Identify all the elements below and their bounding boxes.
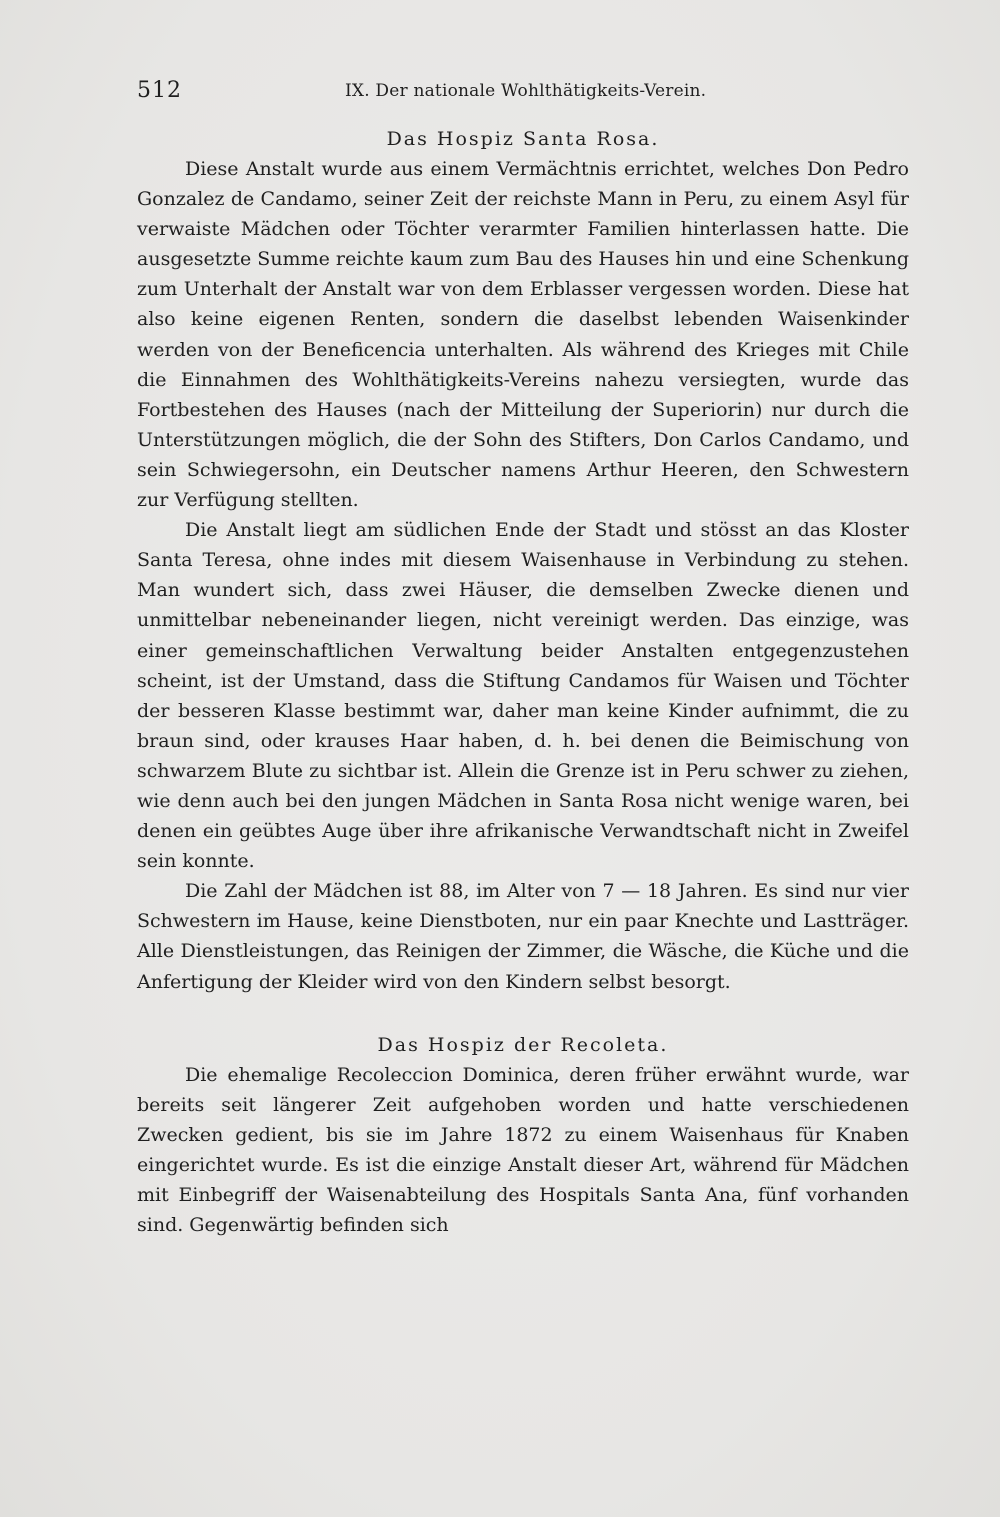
section-heading-santa-rosa: Das Hospiz Santa Rosa.	[386, 128, 660, 150]
page-number: 512	[137, 78, 182, 103]
running-title: IX. Der nationale Wohlthätigkeits-Verein.	[345, 81, 707, 101]
running-head	[137, 76, 909, 106]
paragraph: Die Anstalt liegt am südlichen Ende der Stadt und stösst an das Kloster Santa Teresa, ohne indes mit diesem Waisenhause in Verbindung zu stehen. Man wundert sich, dass zwei Häuser, die demselben Zwecke dienen und unmittelbar nebeneinander liegen, nicht vereinigt werden. Das einzige, was einer gemeinschaftlichen Verwaltung beider Anstalten entgegenzustehen scheint, ist der Umstand, dass die Stiftung Candamos für Waisen und Töchter der besseren Klasse bestimmt war, daher man keine Kinder aufnimmt, die zu braun sind, oder krauses Haar haben, d. h. bei denen die Beimischung von schwarzem Blute zu sichtbar ist. Allein die Grenze ist in Peru schwer zu ziehen, wie denn auch bei den jungen Mädchen in Santa Rosa nicht wenige waren, bei denen ein geübtes Auge über ihre afrikanische Verwandtschaft nicht in Zweifel sein konnte.	[137, 519, 909, 873]
paragraph: Die Zahl der Mädchen ist 88, im Alter von 7 — 18 Jahren. Es sind nur vier Schwestern im Hause, keine Dienstboten, nur ein paar Knechte und Lastträger. Alle Dienstleistungen, das Reinigen der Zimmer, die Wäsche, die Küche und die Anfertigung der Kleider wird von den Kindern selbst besorgt.	[137, 880, 909, 993]
section-heading-recoleta: Das Hospiz der Recoleta.	[377, 1033, 669, 1056]
page-body	[137, 124, 909, 1240]
paragraph: Diese Anstalt wurde aus einem Vermächtnis errichtet, welches Don Pedro Gonzalez de Candamo, seiner Zeit der reichste Mann in Peru, zu einem Asyl für verwaiste Mädchen oder Töchter verarmter Familien hinterlassen hatte. Die ausgesetzte Summe reichte kaum zum Bau des Hauses hin und eine Schenkung zum Unterhalt der Anstalt war von dem Erblasser vergessen worden. Diese hat also keine eigenen Renten, sondern die daselbst lebenden Waisenkinder werden von der Beneficencia unterhalten. Als während des Krieges mit Chile die Einnahmen des Wohlthätigkeits-Vereins nahezu versiegten, wurde das Fortbestehen des Hauses (nach der Mitteilung der Superiorin) nur durch die Unterstützungen möglich, die der Sohn des Stifters, Don Carlos Candamo, und sein Schwiegersohn, ein Deutscher namens Arthur Heeren, den Schwestern zur Verfügung stellten.	[137, 158, 909, 512]
paragraph: Die ehemalige Recoleccion Dominica, deren früher erwähnt wurde, war bereits seit längerer Zeit aufgehoben worden und hatte verschiedenen Zwecken gedient, bis sie im Jahre 1872 zu einem Waisenhaus für Knaben eingerichtet wurde. Es ist die einzige Anstalt dieser Art, während für Mädchen mit Einbegriff der Waisenabteilung des Hospitals Santa Ana, fünf vorhanden sind. Gegenwärtig befinden sich	[137, 1063, 909, 1237]
